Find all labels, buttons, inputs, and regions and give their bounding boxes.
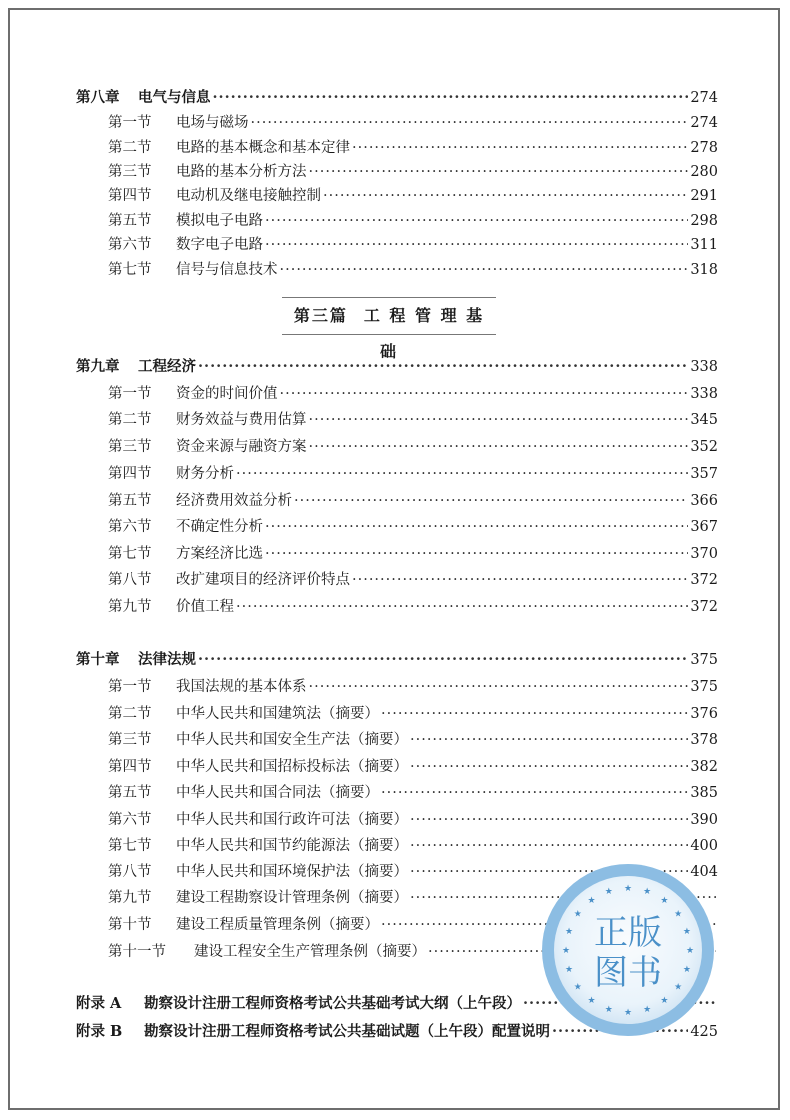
dot-leader [352, 568, 688, 592]
page-number: 338 [690, 359, 718, 375]
seal-star-icon: ★ [674, 982, 683, 993]
section-title: 模拟电子电路 [176, 213, 263, 229]
part-title: 工 程 管 理 基 础 [363, 306, 485, 361]
section-number: 第三节 [108, 164, 152, 180]
section-number: 第七节 [108, 262, 152, 278]
section-title: 中华人民共和国合同法（摘要） [176, 785, 379, 801]
appendix-label: 附录 B [76, 1023, 123, 1040]
seal-star-icon: ★ [682, 926, 692, 937]
page-number: 274 [690, 115, 718, 131]
page-number: 367 [690, 519, 718, 535]
section-entry[interactable] [108, 489, 718, 513]
page-number: 382 [690, 759, 718, 775]
dot-leader [280, 258, 689, 282]
section-title: 资金来源与融资方案 [176, 439, 307, 455]
chapter-number: 第九章 [76, 358, 120, 375]
section-number: 第三节 [108, 439, 152, 455]
dot-leader [410, 728, 688, 752]
section-number: 第五节 [108, 213, 152, 229]
section-entry[interactable] [108, 675, 718, 699]
seal-star-icon: ★ [573, 909, 582, 920]
seal-star-icon: ★ [604, 1004, 613, 1015]
page-number: 375 [690, 679, 718, 695]
chapter-title: 电气与信息 [138, 89, 211, 106]
section-title: 我国法规的基本体系 [176, 679, 307, 695]
section-title: 中华人民共和国节约能源法（摘要） [176, 838, 408, 854]
section-title: 中华人民共和国建筑法（摘要） [176, 706, 379, 722]
section-entry[interactable] [108, 111, 718, 135]
chapter-9-entry[interactable] [76, 355, 718, 379]
section-entry[interactable] [108, 702, 718, 726]
section-title: 信号与信息技术 [176, 262, 278, 278]
section-entry[interactable] [108, 595, 718, 619]
section-number: 第七节 [108, 838, 152, 854]
dot-leader [410, 808, 688, 832]
section-number: 第五节 [108, 493, 152, 509]
chapter-10-entry[interactable] [76, 648, 718, 672]
page-number: 278 [690, 140, 718, 156]
section-title: 财务分析 [176, 466, 234, 482]
section-title: 电路的基本概念和基本定律 [176, 140, 350, 156]
section-entry[interactable] [108, 435, 718, 459]
section-title: 不确定性分析 [176, 519, 263, 535]
seal-text-line1: 正版 [594, 913, 662, 953]
seal-star-icon: ★ [573, 982, 582, 993]
page-number: 357 [690, 466, 718, 482]
section-title: 建设工程安全生产管理条例（摘要） [194, 944, 426, 960]
dot-leader [309, 435, 689, 459]
section-entry[interactable] [108, 209, 718, 233]
seal-star-icon: ★ [660, 895, 669, 906]
page-number: 378 [690, 732, 718, 748]
section-entry[interactable] [108, 408, 718, 432]
section-number: 第三节 [108, 732, 152, 748]
seal-star-icon: ★ [604, 887, 613, 898]
section-number: 第二节 [108, 140, 152, 156]
section-title: 电路的基本分析方法 [176, 164, 307, 180]
page-number: 376 [690, 706, 718, 722]
appendix-title: 勘察设计注册工程师资格考试公共基础考试大纲（上午段） [144, 995, 521, 1012]
section-number: 第五节 [108, 785, 152, 801]
section-entry[interactable] [108, 515, 718, 539]
section-title: 中华人民共和国招标投标法（摘要） [176, 759, 408, 775]
section-number: 第六节 [108, 812, 152, 828]
dot-leader [381, 702, 688, 726]
section-entry[interactable] [108, 542, 718, 566]
section-title: 价值工程 [176, 599, 234, 615]
section-entry[interactable] [108, 382, 718, 406]
page-number: 311 [690, 237, 718, 253]
section-number: 第七节 [108, 546, 152, 562]
seal-star-icon: ★ [587, 996, 596, 1007]
section-number: 第二节 [108, 706, 152, 722]
section-entry[interactable] [108, 568, 718, 592]
section-title: 电动机及继电接触控制 [176, 188, 321, 204]
seal-star-icon: ★ [564, 965, 574, 976]
section-title: 中华人民共和国安全生产法（摘要） [176, 732, 408, 748]
section-entry[interactable] [108, 808, 718, 832]
section-title: 改扩建项目的经济评价特点 [176, 572, 350, 588]
seal-star-icon: ★ [623, 884, 633, 894]
section-title: 中华人民共和国行政许可法（摘要） [176, 812, 408, 828]
section-number: 第六节 [108, 519, 152, 535]
section-number: 第四节 [108, 188, 152, 204]
chapter-title: 工程经济 [138, 358, 196, 375]
chapter-number: 第八章 [76, 89, 120, 106]
seal-star-icon: ★ [587, 895, 596, 906]
part-number: 第三篇 [293, 306, 348, 325]
section-title: 电场与磁场 [176, 115, 249, 131]
dot-leader [265, 542, 688, 566]
section-number: 第九节 [108, 599, 152, 615]
section-entry[interactable] [108, 160, 718, 184]
dot-leader [236, 462, 688, 486]
section-number: 第四节 [108, 466, 152, 482]
dot-leader [410, 834, 688, 858]
section-number: 第八节 [108, 572, 152, 588]
section-number: 第一节 [108, 386, 152, 402]
section-title: 资金的时间价值 [176, 386, 278, 402]
section-number: 第八节 [108, 864, 152, 880]
seal-star-icon: ★ [561, 946, 571, 956]
seal-star-icon: ★ [643, 1004, 652, 1015]
page-number: 352 [690, 439, 718, 455]
genuine-book-seal [538, 860, 718, 1040]
part-heading [282, 297, 496, 361]
section-title: 数字电子电路 [176, 237, 263, 253]
section-number: 第十一节 [108, 944, 166, 960]
section-entry[interactable] [108, 136, 718, 160]
dot-leader [265, 233, 688, 257]
page-number: 345 [690, 412, 718, 428]
page-number: 372 [690, 572, 718, 588]
seal-star-icon: ★ [682, 965, 692, 976]
chapter-title: 法律法规 [138, 651, 196, 668]
section-title: 方案经济比选 [176, 546, 263, 562]
section-title: 经济费用效益分析 [176, 493, 292, 509]
page-number: 400 [690, 838, 718, 854]
dot-leader [410, 755, 688, 779]
section-number: 第二节 [108, 412, 152, 428]
dot-leader [294, 489, 688, 513]
dot-leader [265, 515, 688, 539]
seal-star-icon: ★ [623, 1008, 633, 1018]
section-entry[interactable] [108, 258, 718, 282]
dot-leader [265, 209, 688, 233]
page-number: 370 [690, 546, 718, 562]
page-number: 274 [690, 90, 718, 106]
page-number: 318 [690, 262, 718, 278]
section-entry[interactable] [108, 728, 718, 752]
page-number: 291 [690, 188, 718, 204]
page-number: 375 [690, 652, 718, 668]
chapter-8-entry[interactable] [76, 86, 718, 110]
seal-star-icon: ★ [685, 946, 695, 956]
dot-leader [251, 111, 689, 135]
section-entry[interactable] [108, 834, 718, 858]
seal-star-icon: ★ [643, 887, 652, 898]
dot-leader [309, 408, 689, 432]
dot-leader [309, 675, 689, 699]
dot-leader [309, 160, 689, 184]
appendix-label: 附录 A [76, 995, 122, 1012]
section-number: 第一节 [108, 679, 152, 695]
appendix-title: 勘察设计注册工程师资格考试公共基础试题（上午段）配置说明 [144, 1023, 550, 1040]
dot-leader [323, 184, 688, 208]
chapter-number: 第十章 [76, 651, 120, 668]
page-number: 425 [690, 1024, 718, 1040]
section-number: 第十节 [108, 917, 152, 933]
section-title: 财务效益与费用估算 [176, 412, 307, 428]
dot-leader [280, 382, 689, 406]
section-entry[interactable] [108, 233, 718, 257]
page-number: 298 [690, 213, 718, 229]
section-number: 第四节 [108, 759, 152, 775]
dot-leader [198, 355, 688, 379]
section-title: 建设工程勘察设计管理条例（摘要） [176, 890, 408, 906]
seal-star-icon: ★ [564, 926, 574, 937]
page-number: 366 [690, 493, 718, 509]
seal-text-line2: 图书 [594, 953, 662, 993]
section-number: 第六节 [108, 237, 152, 253]
section-title: 建设工程质量管理条例（摘要） [176, 917, 379, 933]
section-number: 第一节 [108, 115, 152, 131]
section-entry[interactable] [108, 184, 718, 208]
dot-leader [381, 781, 688, 805]
page-number: 372 [690, 599, 718, 615]
dot-leader [198, 648, 688, 672]
page-number: 390 [690, 812, 718, 828]
page-number: 385 [690, 785, 718, 801]
dot-leader [236, 595, 688, 619]
page-number: 404 [690, 864, 718, 880]
page-number: 280 [690, 164, 718, 180]
section-entry[interactable] [108, 462, 718, 486]
section-title: 中华人民共和国环境保护法（摘要） [176, 864, 408, 880]
page-number: 338 [690, 386, 718, 402]
section-number: 第九节 [108, 890, 152, 906]
dot-leader [352, 136, 688, 160]
seal-star-icon: ★ [660, 996, 669, 1007]
dot-leader [213, 86, 689, 110]
section-entry[interactable] [108, 755, 718, 779]
seal-star-icon: ★ [674, 909, 683, 920]
section-entry[interactable] [108, 781, 718, 805]
